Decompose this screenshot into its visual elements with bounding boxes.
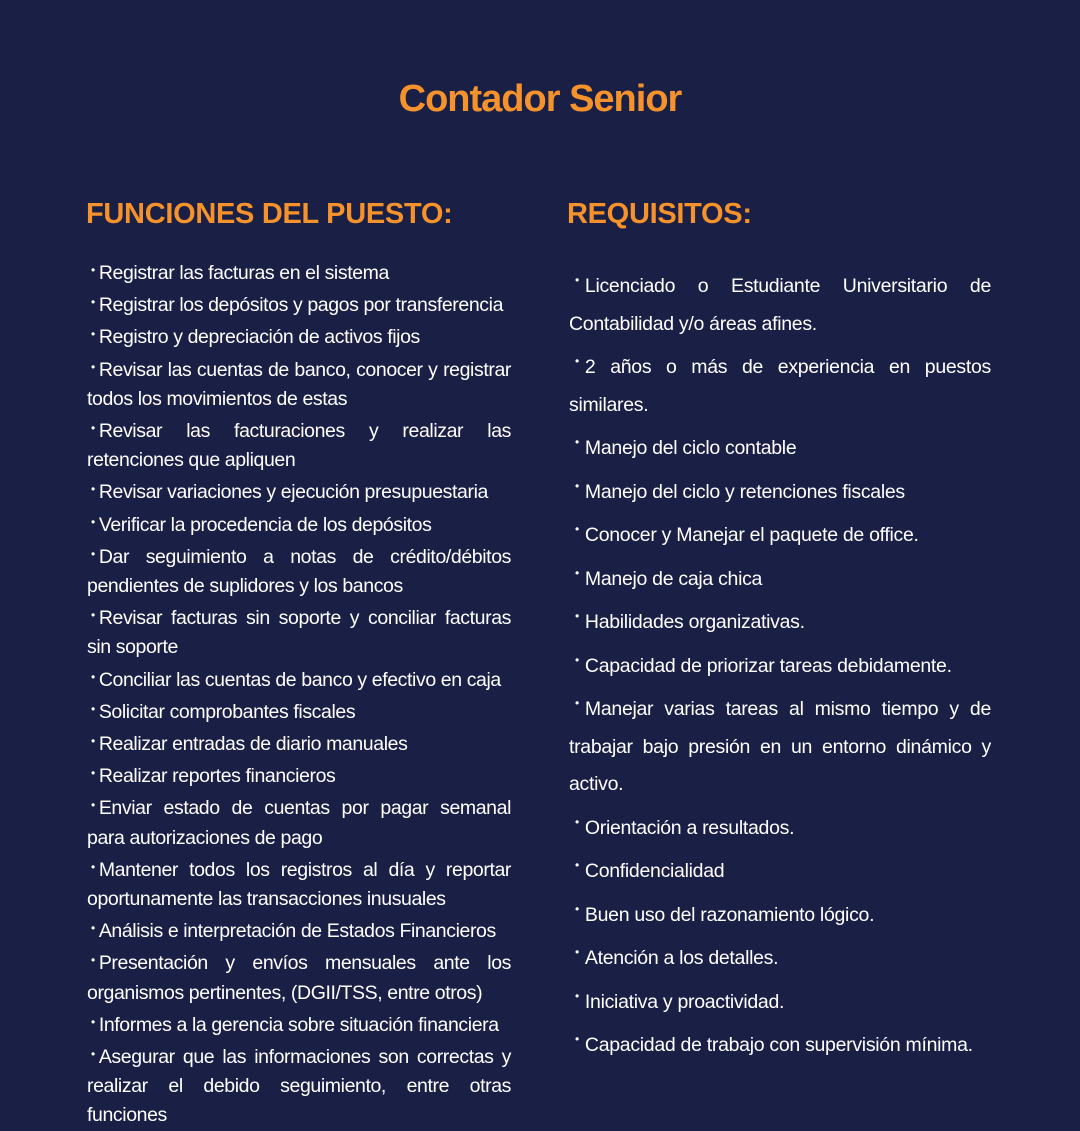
function-item xyxy=(87,914,511,946)
item-text: Revisar las cuentas de banco, conocer y registrar todos los movimientos de estas xyxy=(87,358,511,410)
function-item xyxy=(87,320,511,352)
function-item xyxy=(87,601,511,662)
item-text: Enviar estado de cuentas por pagar semanal para autorizaciones de pago xyxy=(87,797,511,849)
function-item xyxy=(87,1040,511,1131)
function-item xyxy=(87,353,511,414)
requirement-item xyxy=(569,262,991,343)
item-text: Manejo del ciclo contable xyxy=(584,437,797,459)
requirement-item xyxy=(569,891,991,935)
bullet-icon: • xyxy=(91,482,95,497)
function-item xyxy=(87,695,511,727)
function-item xyxy=(87,853,511,914)
function-item xyxy=(87,414,511,475)
item-text: Realizar entradas de diario manuales xyxy=(98,733,408,756)
requirement-item xyxy=(569,555,991,599)
function-item xyxy=(87,508,511,540)
item-text: Conocer y Manejar el paquete de office. xyxy=(584,524,919,546)
requirements-heading: REQUISITOS: xyxy=(567,198,752,230)
bullet-icon: • xyxy=(91,921,95,936)
bullet-icon: • xyxy=(91,669,95,684)
function-item xyxy=(87,727,511,759)
requirement-item xyxy=(569,598,991,642)
bullet-icon: • xyxy=(91,798,95,813)
requirement-item xyxy=(569,343,991,424)
requirement-item xyxy=(569,511,991,555)
item-text: Solicitar comprobantes fiscales xyxy=(98,700,356,723)
functions-heading: FUNCIONES DEL PUESTO: xyxy=(86,198,453,230)
bullet-icon: • xyxy=(575,478,579,493)
bullet-icon: • xyxy=(575,1032,579,1046)
bullet-icon: • xyxy=(575,652,579,667)
bullet-icon: • xyxy=(575,901,579,916)
function-item xyxy=(87,946,511,1007)
function-item xyxy=(87,663,511,695)
functions-list xyxy=(87,256,511,1131)
item-text: Asegurar que las informaciones son correctas y realizar el debido seguimiento, entre otras funciones xyxy=(87,1046,511,1127)
item-text: Registro y depreciación de activos fijos xyxy=(98,326,420,349)
item-text: Confidencialidad xyxy=(584,860,725,882)
function-item xyxy=(87,288,511,320)
bullet-icon: • xyxy=(91,766,95,781)
bullet-icon: • xyxy=(575,522,579,536)
bullet-icon: • xyxy=(91,295,95,310)
item-text: Licenciado o Estudiante Universitario de Contabilidad y/o áreas afines. xyxy=(569,275,991,335)
page-title: Contador Senior xyxy=(398,78,682,120)
item-text: Habilidades organizativas. xyxy=(584,611,805,633)
requirement-item xyxy=(569,468,991,512)
function-item xyxy=(87,256,511,288)
bullet-icon: • xyxy=(91,327,95,342)
item-text: Conciliar las cuentas de banco y efectivo en caja xyxy=(98,668,501,691)
requirement-item xyxy=(569,978,991,1022)
item-text: Realizar reportes financieros xyxy=(98,765,336,788)
bullet-icon: • xyxy=(575,565,579,580)
bullet-icon: • xyxy=(91,1047,95,1062)
bullet-icon: • xyxy=(575,858,579,872)
bullet-icon: • xyxy=(91,421,95,436)
bullet-icon: • xyxy=(91,953,95,968)
bullet-icon: • xyxy=(91,1014,95,1029)
bullet-icon: • xyxy=(575,945,579,959)
function-item xyxy=(87,1008,511,1040)
item-text: Capacidad de trabajo con supervisión mínima. xyxy=(584,1034,973,1056)
bullet-icon: • xyxy=(91,701,95,716)
item-text: Buen uso del razonamiento lógico. xyxy=(584,903,875,926)
function-item xyxy=(87,791,511,852)
bullet-icon: • xyxy=(575,354,579,368)
item-text: Registrar las facturas en el sistema xyxy=(98,262,389,284)
requirements-list xyxy=(569,262,991,1065)
item-text: Presentación y envíos mensuales ante los organismos pertinentes, (DGII/TSS, entre otros) xyxy=(87,952,511,1004)
requirement-item xyxy=(569,1021,991,1065)
requirement-item xyxy=(569,934,991,978)
bullet-icon: • xyxy=(91,546,95,561)
item-text: Revisar las facturaciones y realizar las retenciones que apliquen xyxy=(87,420,511,472)
function-item xyxy=(87,759,511,791)
bullet-icon: • xyxy=(91,734,95,749)
bullet-icon: • xyxy=(91,263,95,277)
bullet-icon: • xyxy=(575,609,579,623)
item-text: Mantener todos los registros al día y reportar oportunamente las transacciones inusuales xyxy=(87,858,511,911)
bullet-icon: • xyxy=(575,696,579,710)
bullet-icon: • xyxy=(575,435,579,449)
bullet-icon: • xyxy=(91,859,95,874)
item-text: Atención a los detalles. xyxy=(584,947,779,969)
item-text: Dar seguimiento a notas de crédito/débitos pendientes de suplidores y los bancos xyxy=(87,545,511,598)
requirement-item xyxy=(569,804,991,848)
requirement-item xyxy=(569,847,991,891)
function-item xyxy=(87,475,511,507)
bullet-icon: • xyxy=(91,608,95,623)
bullet-icon: • xyxy=(575,988,579,1003)
item-text: Manejar varias tareas al mismo tiempo y de trabajar bajo presión en un entorno dinámico y activo. xyxy=(569,698,991,795)
item-text: Capacidad de priorizar tareas debidamente. xyxy=(584,654,952,677)
item-text: Manejo de caja chica xyxy=(584,567,763,590)
item-text: Verificar la procedencia de los depósitos xyxy=(98,513,432,536)
bullet-icon: • xyxy=(575,273,579,287)
requirement-item xyxy=(569,685,991,804)
bullet-icon: • xyxy=(575,814,579,829)
item-text: Orientación a resultados. xyxy=(584,816,795,839)
bullet-icon: • xyxy=(91,359,95,374)
item-text: Registrar los depósitos y pagos por transferencia xyxy=(98,294,504,317)
item-text: Iniciativa y proactividad. xyxy=(584,990,785,1013)
bullet-icon: • xyxy=(91,514,95,529)
item-text: Manejo del ciclo y retenciones fiscales xyxy=(584,480,905,503)
item-text: Revisar variaciones y ejecución presupuestaria xyxy=(98,481,488,504)
item-text: Informes a la gerencia sobre situación financiera xyxy=(98,1013,499,1036)
requirement-item xyxy=(569,424,991,468)
function-item xyxy=(87,540,511,601)
item-text: Análisis e interpretación de Estados Financieros xyxy=(98,920,496,943)
item-text: 2 años o más de experiencia en puestos similares. xyxy=(569,356,991,416)
item-text: Revisar facturas sin soporte y conciliar facturas sin soporte xyxy=(87,607,511,659)
requirement-item xyxy=(569,642,991,686)
